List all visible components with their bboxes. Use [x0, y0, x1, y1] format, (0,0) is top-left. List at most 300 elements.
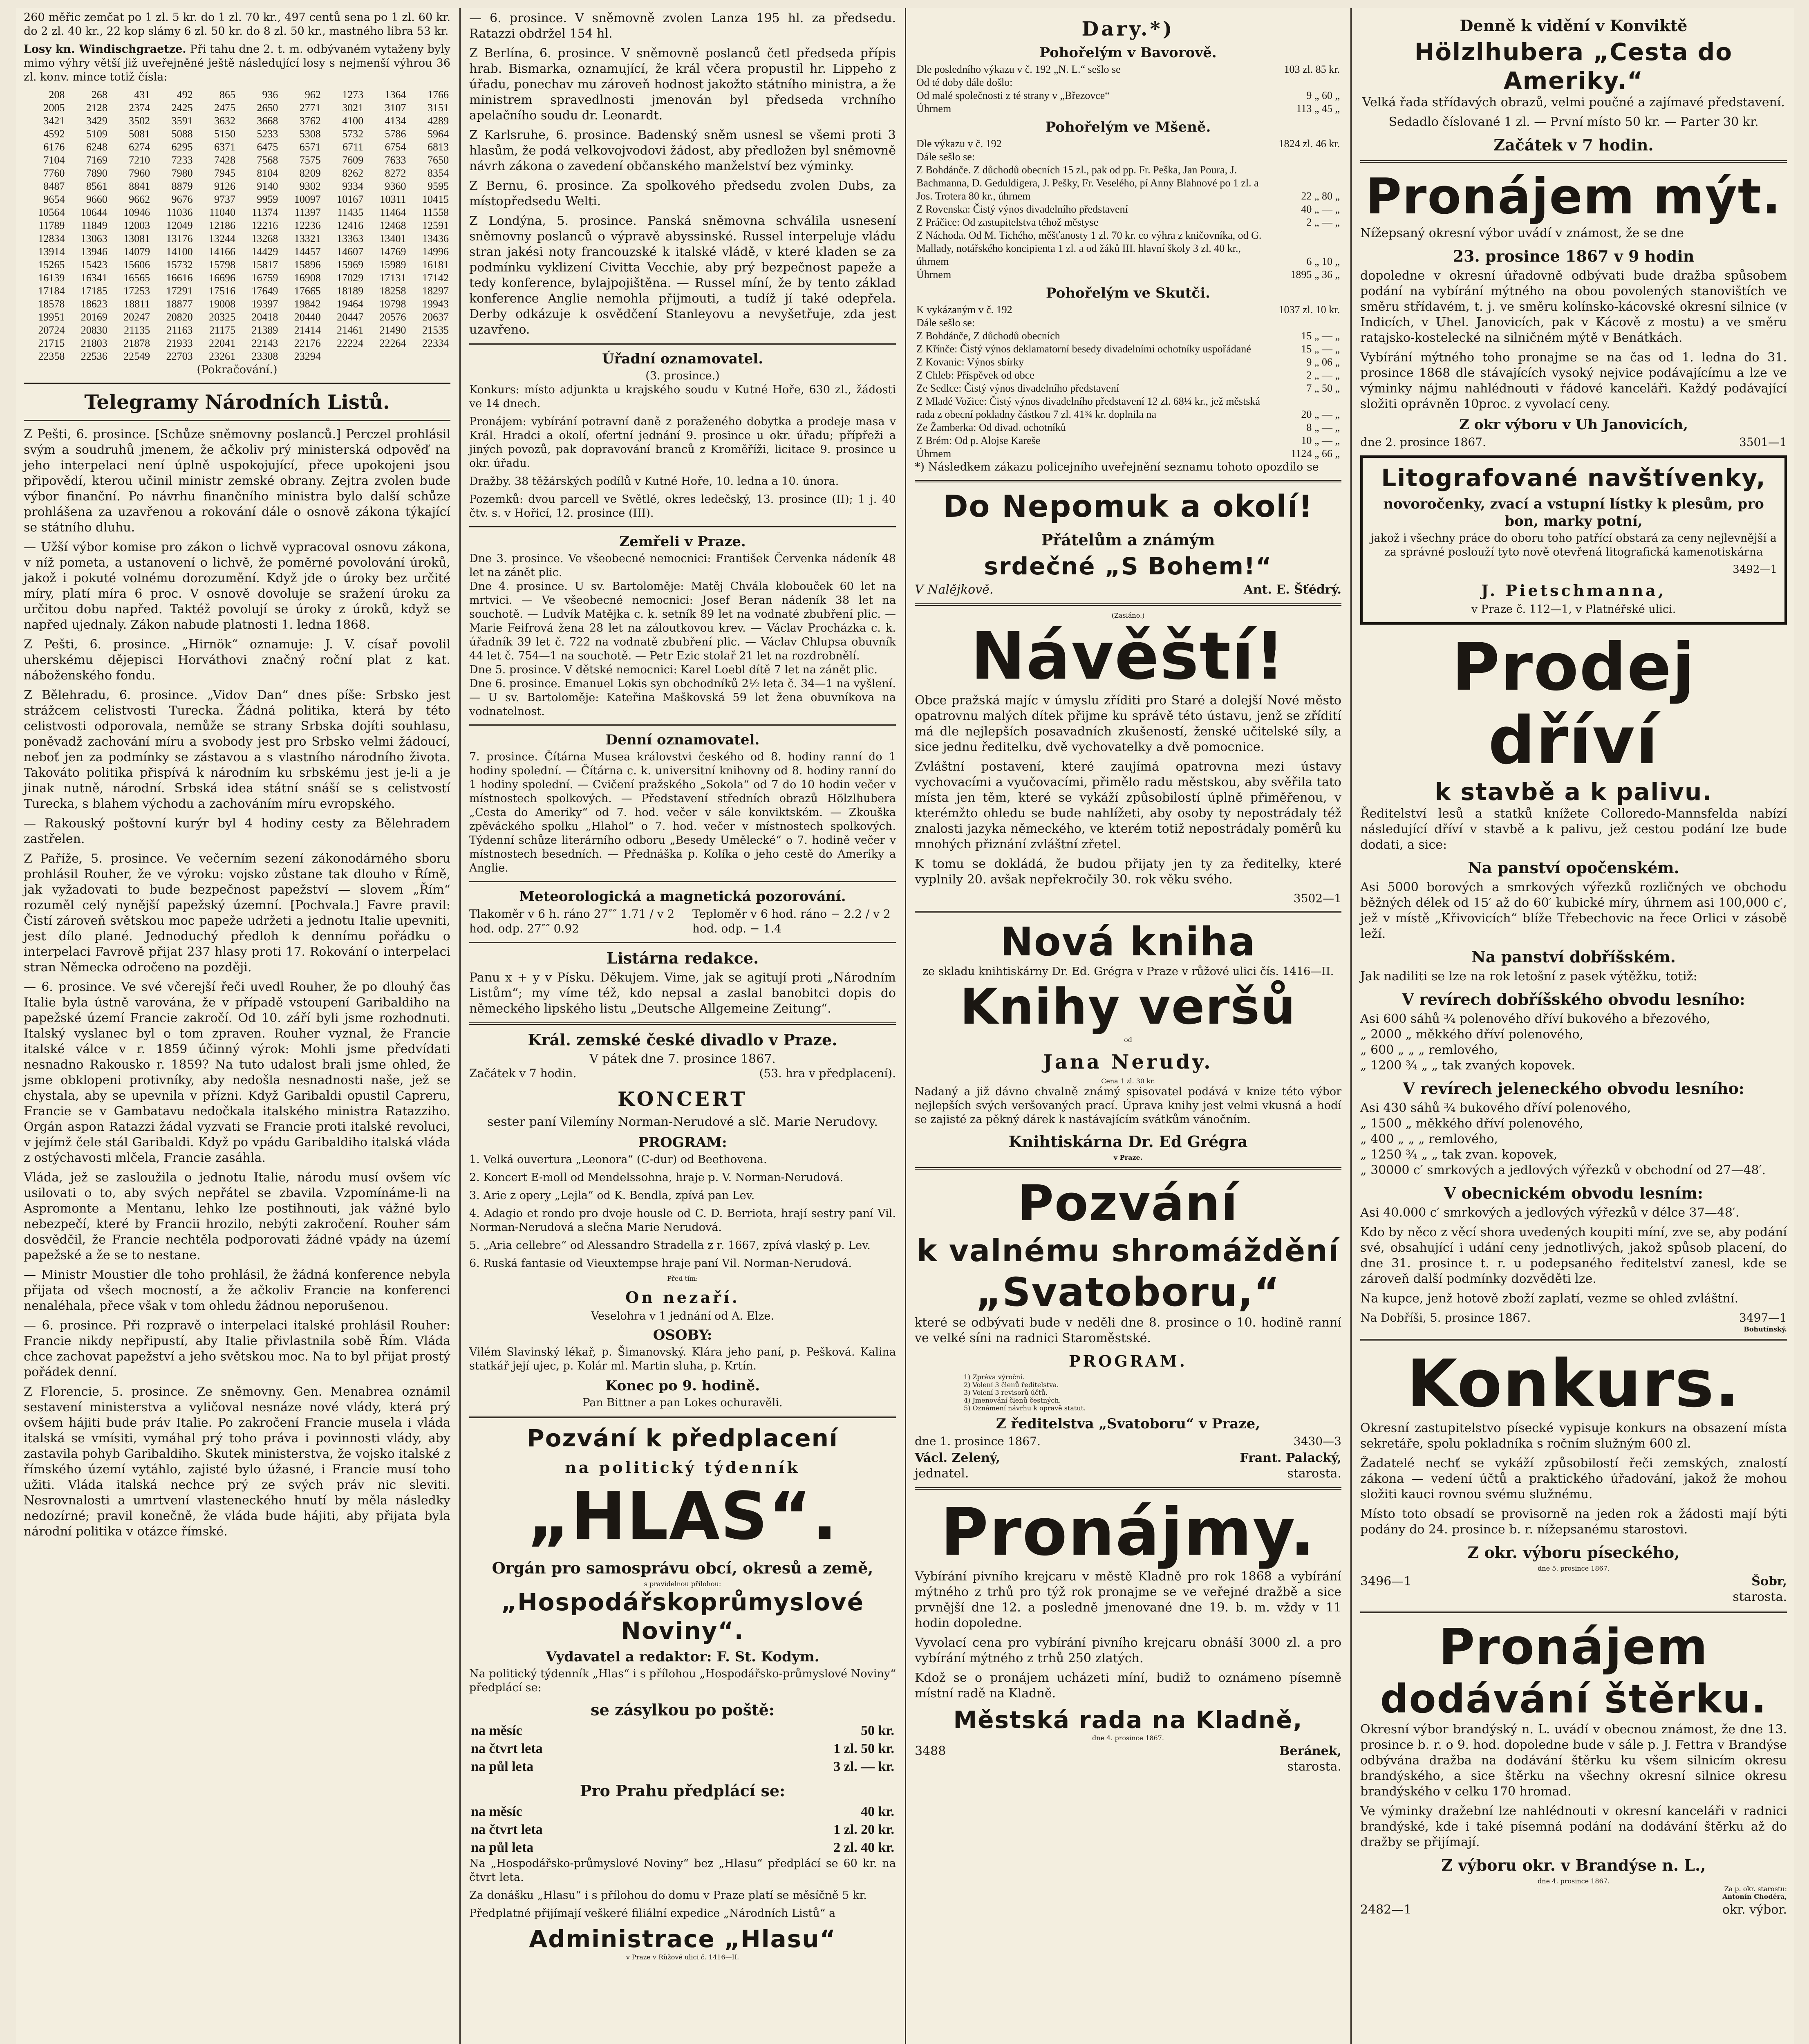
lottery-number: 23308: [251, 350, 278, 362]
gravel-text2: Ve výminky dražební lze nahlédnouti v okresní kanceláři v radnici brandýské, kde i také písemná podání na dodávání štěrku až do dražby se přijímají.: [1360, 1804, 1787, 1849]
hlas-invite: Pozvání k předplacení: [527, 1424, 838, 1452]
column-rule: [905, 8, 906, 2044]
konkurs-number: 3496—1: [1360, 1574, 1412, 1589]
telegram-list-more: [24, 1170, 450, 1540]
konvikt-title2: Hölzlhubera „Cesta do Ameriky.“: [1414, 38, 1733, 94]
announcement-p1: Obce pražská majíc v úmyslu zříditi pro Staré a dolejší Nové město opatrovnu malých dítek přijme ku správě této ústavu, jenž se zřídití má dle nejlepších posavadních zkušeností, ženské učitelské síly, a sice jednu ředitelku, dvě vychovatelky a dvě pomocnice.: [915, 693, 1341, 754]
lottery-number: 14457: [294, 246, 321, 258]
donations-title: Dary.*): [1081, 18, 1175, 40]
invitation-program-list: [915, 1373, 1341, 1412]
lottery-number: 11040: [209, 206, 235, 218]
lottery-number: 8561: [86, 180, 107, 192]
lottery-number: 9140: [257, 180, 278, 192]
official-notices-list: [469, 383, 896, 520]
donation-row: [915, 89, 1341, 102]
gravel-title1: Pronájem: [1439, 1619, 1708, 1676]
lottery-row: [24, 128, 450, 141]
lottery-number: 7568: [257, 154, 278, 166]
lottery-number: 16341: [81, 272, 107, 284]
lottery-number: 21163: [166, 324, 193, 336]
lottery-number: 21175: [209, 324, 235, 336]
toll-lease-text: Nížepsaný okresní výbor uvádí v známost, že se dne: [1360, 226, 1684, 240]
konvikt-start: Začátek v 7 hodin.: [1493, 136, 1654, 154]
lottery-row: [24, 141, 450, 154]
divider: [1360, 160, 1787, 163]
lottery-number: 10097: [294, 193, 321, 205]
donation-desc: Z Bohdánče, Z důchodů obecních: [916, 330, 1060, 342]
lottery-number: 13321: [294, 233, 321, 244]
program-item: 2. Koncert E-moll od Mendelssohna, hraje p. V. Norman-Nerudová.: [469, 1171, 844, 1184]
book-publisher: Knihtiskárna Dr. Ed Grégra: [1008, 1132, 1248, 1151]
divider: [469, 942, 896, 943]
lottery-number: 16759: [251, 272, 278, 284]
donation-amount: [1247, 76, 1341, 89]
column-4: [1353, 8, 1794, 2044]
lottery-number: 22143: [251, 337, 278, 349]
lottery-number: 3591: [171, 115, 193, 127]
lottery-number: 20169: [81, 311, 107, 323]
lottery-number: 9737: [214, 193, 235, 205]
lottery-number: 18578: [38, 298, 65, 310]
konkurs-text: Okresní zastupitelstvo písecké vypisuje konkurs na obsazení místa sekretáře, spolu pokladníka s ročním služným 600 zl.: [1360, 1421, 1787, 1451]
lottery-continued: (Pokračování.): [197, 363, 278, 376]
lottery-number: 18258: [379, 285, 406, 297]
divider: [469, 724, 896, 726]
lottery-number: 12216: [251, 220, 278, 231]
donation-desc: Z Bohdánče. Z důchodů obecních 15 zl., pak od pp. Fr. Peška, Jan Poura, J. Bachmanna, D. Geduldigera, J. Pešky, Fr. Veselého, pí Anny Blahnové po 1 zl. a Jos. Trotera 80 kr., úhrnem: [916, 164, 1259, 202]
lottery-number: 13914: [38, 246, 65, 258]
konvikt-text: Velká řada střídavých obrazů, velmi poučné a zajímavé představení.: [1362, 95, 1785, 110]
lottery-number: 9676: [171, 193, 193, 205]
lottery-number: 17131: [379, 272, 406, 284]
lottery-number: 9302: [299, 180, 321, 192]
lottery-number: 6475: [257, 141, 278, 153]
donation-desc: K vykázaným v č. 192: [916, 304, 1012, 316]
lottery-number: 11849: [81, 220, 107, 231]
lottery-number: 13946: [81, 246, 107, 258]
official-notice-item: Pronájem: vybírání potravní daně z poraženého dobytka a prodeje masa v Král. Hradci a okolí, ofertní jednání 9. prosince u okr. úřadu; přípřeži a jiných povozů, pak dopravování branců z Kroměříži, licitace 9. prosince u okr. úřadu.: [469, 415, 896, 470]
donation-amount: 8 „ — „: [1306, 421, 1340, 433]
price-period: na čtvrt leta: [471, 1741, 543, 1756]
telegram-item: — Užší výbor komise pro zákon o lichvě vypracoval osnovu zákona, v níž pometa, a ustanovení o lichvě, že poměrné povolování úroků, jakož i pokuté volnému dorozumění. Když jde o úroky bez určité míry, platí míra 6 proc. V osnově dovoluje se sražení úroku za určitou dobu napřed. Taktéž povolují se úroky z úroků, když se napřed ujednaly. Zákon nabude platnosti 1. ledna 1868.: [24, 540, 450, 632]
lottery-number: 22041: [208, 337, 235, 349]
leases-from: Městská rada na Kladně,: [953, 1706, 1303, 1734]
donation-desc: Ze Sedlce: Čistý výnos divadelního představení: [916, 382, 1119, 394]
invitation-program-item: 1) Zpráva výroční.: [964, 1373, 1025, 1381]
hlas-supplement-price: Na „Hospodářsko-průmyslové Noviny“ bez „Hlasu“ předplácí se 60 kr. na čtvrt leta.: [469, 1857, 896, 1884]
lottery-number: 3429: [86, 115, 107, 127]
lithography-title: Litografované navštívenky,: [1381, 464, 1766, 492]
book-description: Nadaný a již dávno chvalně známý spisovatel podává v knize této výbor nejlepších svých veršovaných prací. Úprava knihy jest velmi vkusná a hodí se zajisté za pěkný dárek k nastávajícím svátkům vánočním.: [915, 1085, 1341, 1126]
donation-amount: 2 „ — „: [1306, 369, 1340, 381]
lottery-row: [24, 258, 450, 271]
lottery-row: [24, 337, 450, 350]
wood-h2: Na panství dobříšském.: [1471, 948, 1676, 966]
price-value: 1 zl. 20 kr.: [833, 1822, 894, 1837]
news-karlsruhe: Z Karlsruhe, 6. prosince. Badenský sněm usnesl se všemi proti 3 hlasům, že podá velkovojvodovi žádost, aby předložen byl sněmovně návrh zákona o zavedení občanského manželství bez výminky.: [469, 128, 896, 173]
lottery-number: 268: [91, 89, 107, 101]
lottery-number: 16565: [123, 272, 150, 284]
lottery-number: 8354: [428, 167, 449, 179]
wood-h1: Na panství opočenském.: [1468, 858, 1679, 877]
donation-desc: Z Náchoda. Od M. Tichého, měšťanosty 1 zl. 70 kr. co výhra z kničovníka, od G. Mallady, notářského koncipienta 1 zl. a od žáků III. hlavní školy 3 zl. 40 kr., úhrnem: [916, 229, 1262, 267]
lottery-text: Při tahu dne 2. t. m. odbývaném vytaženy byly mimo výhry větší již uveřejněné ještě následující losy s nejmenší výhrou 36 zl. konv. mince totiž čísla:: [24, 43, 450, 83]
price-row: [469, 1758, 896, 1776]
donation-desc: Úhrnem: [916, 448, 952, 459]
lottery-number: 13363: [337, 233, 364, 244]
lottery-number: 17185: [81, 285, 107, 297]
invitation-sig2: Frant. Palacký, starosta.: [1240, 1451, 1341, 1481]
invitation-program-item: 4) Jmenování členů čestných.: [964, 1396, 1061, 1404]
donation-row: [915, 137, 1341, 150]
donation-amount: [1277, 150, 1342, 164]
lottery-number: 21389: [251, 324, 278, 336]
divider: [1360, 1339, 1787, 1341]
lottery-number: 2650: [257, 102, 278, 114]
lottery-number: 6274: [129, 141, 150, 153]
donation-row: [915, 343, 1341, 356]
lottery-number: 6295: [171, 141, 193, 153]
donations-c-table: [915, 303, 1341, 460]
lottery-row: [24, 271, 450, 285]
divider: [1360, 1611, 1787, 1613]
toll-lease-from: Z okr výboru v Uh Janovicích,: [1459, 417, 1688, 433]
lottery-number: 18189: [337, 285, 364, 297]
divider: [915, 480, 1341, 482]
lottery-row: [24, 88, 450, 101]
donation-amount: 15 „ — „: [1301, 343, 1340, 355]
lottery-number: 8487: [43, 180, 65, 192]
lottery-number: 16616: [166, 272, 193, 284]
program-item: 1. Velká ouvertura „Leonora“ (C-dur) od Beethovena.: [469, 1153, 767, 1166]
donation-desc: Z Rovenska: Čistý výnos divadelního představení: [916, 203, 1128, 215]
wood-list-2: [1360, 1100, 1787, 1178]
wood-signature: Bohutínský.: [1744, 1325, 1787, 1333]
nepomuk-author: Ant. E. Šťédrý.: [1243, 583, 1341, 597]
donation-row: [915, 447, 1341, 460]
price-period: na čtvrt leta: [471, 1822, 543, 1837]
nepomuk-title: Do Nepomuk a okolí!: [943, 489, 1313, 524]
donation-amount: 1824 zl. 46 kr.: [1278, 138, 1340, 150]
column-1: [16, 8, 458, 2044]
lottery-number: 4134: [385, 115, 406, 127]
weather-row: [469, 907, 896, 936]
lottery-number: 22703: [166, 350, 193, 362]
donation-amount: 40 „ — „: [1301, 203, 1340, 215]
lottery-number: 6813: [428, 141, 449, 153]
lottery-number: 4289: [428, 115, 449, 127]
program-list: [469, 1153, 896, 1271]
toll-lease-title: Pronájem mýt.: [1366, 168, 1782, 225]
invitation-date-row: [915, 1434, 1341, 1449]
lottery-number: 7210: [129, 154, 150, 166]
donation-amount: 103 zl. 85 kr.: [1284, 63, 1340, 75]
invitation-subtitle: k valnému shromáždění: [916, 1233, 1340, 1269]
telegram-item: — 6. prosince. Ve své včerejší řeči uvedl Rouher, že po dlouhý čas Italie byla ústně varována, že v případě vstoupení Garibaldiho na papežské území Francie zakročí. Od 10. září byli jsme rozhodnuti. Italský vyslanec byl o tom zpraven. Rouher vyznal, že Francie italské válce v r. 1859 účinný výrok: Mohli jsme předvídati nesnadno Rakousko r. 1859? Na tuto udalost brali jsme ohled, že jsme obklopeni protivníky, aby nedošla nesnadnosti naše, jež se chystala, aby se upevnila v přízni. Když Garibaldi opustil Capreru, Francie se v Gambatavu nedočkala italského ministra Ratazziho. Orgán aspon Ratazzi žádal vyzvati se Francie proti italské revoluci, v jejímž čele stál Garibaldi. Když po vpádu Garibaldiho italská vláda z ostýchavosti mlčela, Francie zasáhla.: [24, 980, 450, 1165]
lottery-number: 10564: [38, 206, 65, 218]
hlas-accept: Předplatné přijímají veškeré filiální expedice „Národních Listů“ a: [469, 1907, 836, 1920]
wood-t7: Na kupce, jenž hotově zboží zaplatí, vezme se ohled zvláštní.: [1360, 1291, 1739, 1306]
donations-b-title: Pohořelým ve Mšeně.: [1045, 119, 1211, 135]
lottery-number: 10415: [422, 193, 449, 205]
lottery-number: 7760: [43, 167, 65, 179]
wood-item: Asi 430 sáhů ¾ bukového dříví polenového,: [1360, 1101, 1631, 1115]
lottery-number: 14100: [166, 246, 193, 258]
book-by: od: [1124, 1036, 1132, 1044]
lottery-number: 17665: [294, 285, 321, 297]
lottery-number: 9126: [214, 180, 235, 192]
lottery-number: 17184: [38, 285, 65, 297]
lottery-row: [24, 350, 450, 363]
donations-b-table: [915, 137, 1341, 281]
play-subtitle: Veselohra v 1 jednání od A. Elze.: [591, 1310, 774, 1322]
lottery-number: 5964: [428, 128, 449, 140]
lottery-number: 15265: [38, 259, 65, 271]
donation-row: [915, 434, 1341, 447]
donation-row: [915, 63, 1341, 76]
lottery-number: 12186: [208, 220, 235, 231]
lottery-number: 22224: [337, 337, 364, 349]
nepomuk-signature: [915, 582, 1341, 598]
lottery-number: 962: [304, 89, 321, 101]
konkurs-title: Konkurs.: [1406, 1345, 1741, 1422]
lottery-number: 7609: [342, 154, 364, 166]
lottery-number: 16139: [38, 272, 65, 284]
price-period: na měsíc: [471, 1723, 522, 1738]
end-time: Konec po 9. hodině.: [605, 1378, 760, 1394]
telegrams-title: Telegramy Národních Listů.: [84, 391, 390, 414]
lottery-number: 2374: [129, 102, 150, 114]
lottery-row: [24, 167, 450, 180]
konkurs-from: Z okr. výboru píseckého,: [1467, 1543, 1680, 1562]
divider: [24, 383, 450, 384]
lottery-row: [24, 154, 450, 167]
leases-title: Pronájmy.: [940, 1494, 1316, 1570]
lottery-number: 5786: [385, 128, 406, 140]
wood-item: „ 1200 ¾ „ „ tak zvaných kopovek.: [1360, 1058, 1575, 1073]
lottery-number: 15969: [337, 259, 364, 271]
donation-amount: 7 „ 50 „: [1306, 382, 1340, 394]
lottery-row: [24, 206, 450, 219]
donation-desc: Z Chleb: Příspěvek od obce: [916, 369, 1034, 381]
lottery-number: 15989: [379, 259, 406, 271]
book-author: Jana Nerudy.: [1043, 1051, 1213, 1074]
prague-price-title: Pro Prahu předplácí se:: [580, 1782, 786, 1800]
donation-amount: 15 „ — „: [1301, 330, 1340, 342]
konvikt-prices: Sedadlo číslované 1 zl. — První místo 50 kr. — Parter 30 kr.: [1388, 115, 1759, 129]
wood-item: „ 1250 ¾ „ „ tak zvan. kopovek,: [1360, 1148, 1558, 1162]
lottery-number: 6571: [299, 141, 321, 153]
theatre-title: Král. zemské české divadlo v Praze.: [528, 1031, 837, 1049]
price-row: [469, 1803, 896, 1821]
lottery-number: 21490: [379, 324, 406, 336]
lottery-number: 19842: [294, 298, 321, 310]
konkurs-sig: Šobr, starosta.: [1733, 1574, 1787, 1604]
lottery-row: [24, 219, 450, 232]
lottery-number: 3151: [428, 102, 449, 114]
book-title: Knihy veršů: [960, 979, 1296, 1035]
konkurs-signature: [1360, 1574, 1787, 1605]
lottery-number: 19008: [208, 298, 235, 310]
donation-amount: 2 „ — „: [1306, 216, 1340, 228]
lottery-number: 20247: [123, 311, 150, 323]
lottery-number: 21461: [337, 324, 364, 336]
lottery-number: 21414: [294, 324, 321, 336]
invitation-program-item: 5) Oznámení návrhu k opravě statut.: [964, 1404, 1086, 1412]
deaths-title: Zemřeli v Praze.: [619, 533, 746, 550]
program-title: PROGRAM:: [638, 1134, 727, 1151]
wood-t5: Asi 40.000 c′ smrkových a jedlových výřezků v délce 37—48′.: [1360, 1206, 1740, 1220]
lottery-number: 3632: [214, 115, 235, 127]
concert-performers: sester paní Vilemíny Norman-Nerudové a slč. Marie Nerudovy.: [487, 1115, 878, 1129]
official-notices-date: (3. prosince.): [645, 370, 720, 382]
market-prices: 260 měřic zemčat po 1 zl. 5 kr. do 1 zl. 70 kr., 497 centů sena po 1 zl. 60 kr. do 2 zl. 40 kr., 22 kop slámy 6 zl. 50 kr. do 8 zl. 50 kr., mastného libra 53 kr.: [24, 11, 450, 38]
lithography-box: [1360, 455, 1787, 625]
lottery-number: 20418: [251, 311, 278, 323]
wood-item: „ 600 „ „ „ remlového,: [1360, 1043, 1498, 1057]
lottery-number: 17029: [337, 272, 364, 284]
lottery-number: 8841: [129, 180, 150, 192]
wood-date-row: [1360, 1311, 1787, 1325]
lottery-number: 3668: [257, 115, 278, 127]
gravel-sig-role: okr. výbor.: [1722, 1903, 1787, 1917]
donation-amount: 9 „ 60 „: [1306, 90, 1340, 101]
donation-row: [915, 356, 1341, 369]
news-london: Z Londýna, 5. prosince. Panská sněmovna schválila usnesení sněmovny poslanců o výpravě abyssinské. Russel interpeluje vládu stran jakési noty francouzské k italské vládě, v které kladen se za podmínku vyklizení Civitta Vecchie, aby prý bezpečnost papeže a tedy konference, bylajpojištěna. — Russel míní, že by tento základ konference Anglie nemohla přijmouti, a tudíž jí také odepřela. Derby odkázuje k osvědčení Stanleyovu a nevyšetřuje, zda jest uzavřeno.: [469, 214, 896, 337]
lottery-number: 23294: [294, 350, 321, 362]
column-3: [907, 8, 1349, 2044]
gravel-text: Okresní výbor brandýský n. L. uvádí v obecnou známost, že dne 13. prosince b. r. o 9. hod. dopoledne bude v sále p. J. Fettra v Brandýse odbývána dražba na dodávání štěrku ku všem silnicím okresu brandýského, a sice štěrku na všechny okresní silnice okresu brandýského v celku 170 hromad.: [1360, 1722, 1787, 1799]
donation-amount: 1895 „ 36 „: [1290, 269, 1340, 280]
lottery-number: 20820: [166, 311, 193, 323]
lottery-number: 13176: [166, 233, 193, 244]
donation-row: [915, 316, 1341, 329]
lottery-row: [24, 232, 450, 245]
lottery-number: 2005: [43, 102, 65, 114]
lottery-number: 2475: [214, 102, 235, 114]
lottery-number: 22549: [123, 350, 150, 362]
leases-text2: Vyvolací cena pro vybírání pivního krejcaru obnáší 3000 zl. a pro vybírání mýtného z trhů 250 zlatých.: [915, 1636, 1341, 1665]
nepomuk-line1: Přátelům a známým: [1041, 531, 1215, 549]
invitation-from: Z ředitelstva „Svatoboru“ v Praze,: [996, 1416, 1260, 1432]
lottery-number: 12236: [294, 220, 321, 231]
konkurs-text3: Místo toto obsadí se provisorně na jeden rok a žádosti mají býti podány do 24. prosince b. r. nížepsanému starostovi.: [1360, 1507, 1787, 1537]
lottery-number: 17649: [251, 285, 278, 297]
svatobor-title: „Svatoboru,“: [976, 1269, 1281, 1315]
invitation-text: které se odbývati bude v neděli dne 8. prosince o 10. hodině ranní ve velké síni na radnici Staroměstské.: [915, 1316, 1341, 1345]
lottery-number: 7633: [385, 154, 406, 166]
lottery-number: 208: [49, 89, 65, 101]
lottery-number: 865: [219, 89, 235, 101]
lottery-number: 20830: [81, 324, 107, 336]
lottery-number: 9654: [43, 193, 65, 205]
toll-lease-date2: dne 2. prosince 1867.: [1360, 435, 1486, 449]
lottery-number: 11789: [38, 220, 65, 231]
gravel-date: dne 4. prosince 1867.: [1538, 1877, 1610, 1885]
donation-row: [915, 216, 1341, 229]
cast-list: Vilém Slavinský lékař, p. Šimanovský. Klára jeho paní, p. Pešková. Kalina statkář její ujec, p. Kolár ml. Martin sluha, p. Krtín.: [469, 1346, 896, 1372]
lottery-number: 22334: [422, 337, 449, 349]
lottery-number: 2128: [86, 102, 107, 114]
telegram-item: Vláda, jež se zasloužila o jednotu Italie, národu musí ovšem víc usilovati o to, aby svých nepřátel se zbavila. Vzpomínáme-li na Aspromonte a Mentanu, lehko lze postihnouti, jak vážné bylo nebezpečí, které by Francii hrozilo, nebýti zakročení. Rouher sám dosvědčil, že Francie nechtěla podporovati žádné vpády na území papežské a že se to nestane.: [24, 1170, 450, 1262]
price-value: 2 zl. 40 kr.: [833, 1840, 894, 1855]
wood-item: „ 30000 c′ smrkových a jedlových výřezků v obchodní od 27—48′.: [1360, 1163, 1766, 1177]
lottery-number: 19397: [251, 298, 278, 310]
lottery-number: 10311: [380, 193, 406, 205]
lottery-title: Losy kn. Windischgraetze.: [24, 43, 186, 56]
daily-notices-text: 7. prosince. Čítárna Musea královstvi českého od 8. hodiny ranní do 1 hodiny spolední. — Čítárna c. k. universitní knihovny od 8. hodiny ranní do 1 hodiny spolední. — Cvičení pražského „Sokola“ od 7 do 10 hodin večer v místnostech spolkových. — Představení středních obrazů Hölzlhubera „Cesta do Ameriky“ od 7. hod. večer v sále konviktském. — Zkouška zpěváckého spolku „Hlahol“ o 7. hod. večer v místnostech spolkových. Týdenní schůze literárního odboru „Besedy Umělecké“ o 7. hodině večer v místnostech besedních. — Přednáška p. Kolíka o jeho cestě do Ameriky a Anglie.: [469, 751, 896, 874]
wood-t1: Asi 5000 borových a smrkových výřezků rozličných ve obchodu běžných délek od 15′ až do 60′ kubické míry, úhrnem asi 100,000 c′, jež v místě „Křivovicích“ blíže Třebechovic na řece Orlici v zásobě leží.: [1360, 880, 1787, 941]
lottery-number: 5308: [299, 128, 321, 140]
donation-desc: Od malé společnosti z té strany v „Březovce“: [916, 90, 1110, 101]
price-value: 1 zl. 50 kr.: [833, 1741, 894, 1756]
lottery-number: 13244: [208, 233, 235, 244]
new-book-title: Nová kniha: [1000, 919, 1256, 965]
donation-desc: Úhrnem: [916, 103, 952, 114]
wood-item: „ 2000 „ měkkého dříví polenového,: [1360, 1027, 1584, 1042]
theatre-time-row: [469, 1066, 896, 1081]
gravel-title2: dodávání štěrku.: [1380, 1676, 1767, 1722]
news-berlin: Z Berlína, 6. prosince. V sněmovně poslanců četl předseda přípis hrab. Bismarka, oznamující, že král včera propustil hr. Lippeho z úřadu, ponechav mu zároveň hodnost jakožto státního ministra, a že ministrem spravedlnosti jmenován byl předseda vrchního apelačního soudu dr. Leonardt.: [469, 46, 896, 123]
lottery-number: 9959: [257, 193, 278, 205]
lottery-number: 14429: [251, 246, 278, 258]
lottery-number: 9360: [385, 180, 406, 192]
announcement-p2: Zvláštní postavení, které zaujímá opatrovna mezi ústavy vychovacími a vyučovacími, přimělo radu městskou, aby svěřila tato místa jen těm, které se vykáží způsobilostí úplně přiměřenou, v kterémžto ohledu se bude nahlížeti, aby osoby ty nepostrádaly též znalosti jazyka německého, ve kterém totiž nepostrádaly poměrů ku mnohých přiznání zvláštní zřetel.: [915, 760, 1341, 852]
donation-row: [915, 229, 1341, 268]
lottery-number: 8262: [342, 167, 364, 179]
lottery-number: 17142: [422, 272, 449, 284]
column-rule: [459, 8, 461, 2044]
donation-amount: 10 „ — „: [1301, 435, 1340, 446]
donation-desc: Od té doby dále došlo:: [916, 76, 1013, 88]
donations-a-title: Pohořelým v Bavorově.: [1039, 45, 1217, 61]
lottery-number: 15817: [251, 259, 278, 271]
invitation-date: dne 1. prosince 1867.: [915, 1434, 1041, 1448]
lottery-number: 17516: [208, 285, 235, 297]
lottery-number: 12003: [123, 220, 150, 231]
announcement-title: Návěští!: [970, 618, 1286, 694]
donations-footnote: *) Následkem zákazu policejního uveřejnění seznamu tohoto opozdilo se: [915, 461, 1319, 473]
lottery-number: 12834: [38, 233, 65, 244]
donation-amount: 22 „ 80 „: [1301, 190, 1340, 202]
lithography-number: 3492—1: [1733, 563, 1777, 576]
divider: [469, 1416, 896, 1418]
lottery-number: 7945: [214, 167, 235, 179]
hlas-supplement-label: s pravidelnou přílohou:: [644, 1580, 721, 1588]
lottery-table: [24, 88, 450, 363]
hlas-supplement: „Hospodářskoprůmyslové Noviny“.: [501, 1588, 864, 1645]
invitation-signatures: [915, 1450, 1341, 1481]
wood-t2: Jak nadiliti se lze na rok letošní z pasek výtěžku, totiž:: [1360, 969, 1697, 984]
lottery-number: 3107: [385, 102, 406, 114]
lottery-number: 6754: [385, 141, 406, 153]
donation-desc: Dle výkazu v č. 192: [916, 138, 1002, 150]
announcement-p3: K tomu se dokládá, že budou přijaty jen ty za ředitelky, které vyplnily 20. avšak nepřekročily 30. rok věku svého.: [915, 857, 1341, 887]
wood-h3: V revírech dobříšského obvodu lesního:: [1402, 990, 1745, 1009]
divider: [469, 526, 896, 527]
book-publisher-city: v Praze.: [1113, 1154, 1143, 1161]
lottery-number: 5732: [342, 128, 364, 140]
lottery-number: 22264: [379, 337, 406, 349]
theatre-subscription: (53. hra v předplacení).: [759, 1067, 896, 1080]
lottery-number: 5233: [257, 128, 278, 140]
lottery-number: 7169: [86, 154, 107, 166]
lottery-number: 14166: [208, 246, 235, 258]
lottery-number: 13401: [379, 233, 406, 244]
post-price-title: se zásylkou po poště:: [591, 1701, 775, 1719]
lottery-row: [24, 180, 450, 193]
gravel-sig-pre: Za p. okr. starostu:: [1724, 1885, 1787, 1893]
